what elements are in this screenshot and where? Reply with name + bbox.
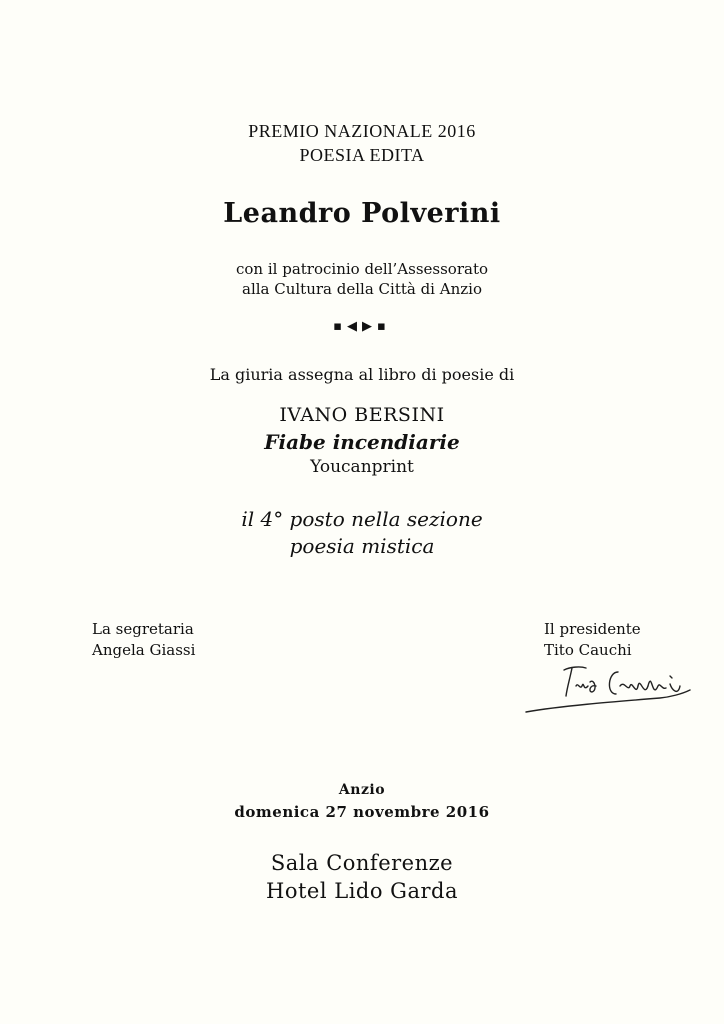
president-role: Il presidente: [544, 620, 641, 638]
patronage-line-1: con il patrocinio dell’Assessorato: [236, 260, 488, 278]
secretary-role: La segretaria: [92, 620, 194, 638]
placement-line-2: poesia mistica: [289, 534, 435, 558]
jury-intro: La giuria assegna al libro di poesie di: [209, 365, 515, 384]
prize-name: Leandro Polverini: [223, 198, 501, 229]
patronage-line-2: alla Cultura della Città di Anzio: [242, 280, 482, 298]
president-name: Tito Cauchi: [544, 641, 632, 659]
secretary-block: [92, 619, 195, 661]
publisher: Youcanprint: [310, 457, 414, 477]
book-title: Fiabe incendiarie: [264, 430, 460, 454]
secretary-name: Angela Giassi: [92, 641, 196, 659]
award-category: POESIA EDITA: [299, 145, 425, 165]
venue-line-2: Hotel Lido Garda: [266, 879, 458, 903]
ceremony-place: Anzio: [338, 782, 386, 798]
ceremony-date: domenica 27 novembre 2016: [234, 803, 490, 821]
award-title: PREMIO NAZIONALE 2016: [248, 121, 476, 141]
placement-line-1: il 4° posto nella sezione: [241, 507, 483, 531]
handwritten-signature: [520, 656, 700, 720]
author-name: IVANO BERSINI: [279, 404, 445, 426]
president-block: [544, 619, 641, 661]
venue-line-1: Sala Conferenze: [270, 851, 454, 875]
ornament-divider: ▪◀▶▪: [333, 319, 391, 334]
